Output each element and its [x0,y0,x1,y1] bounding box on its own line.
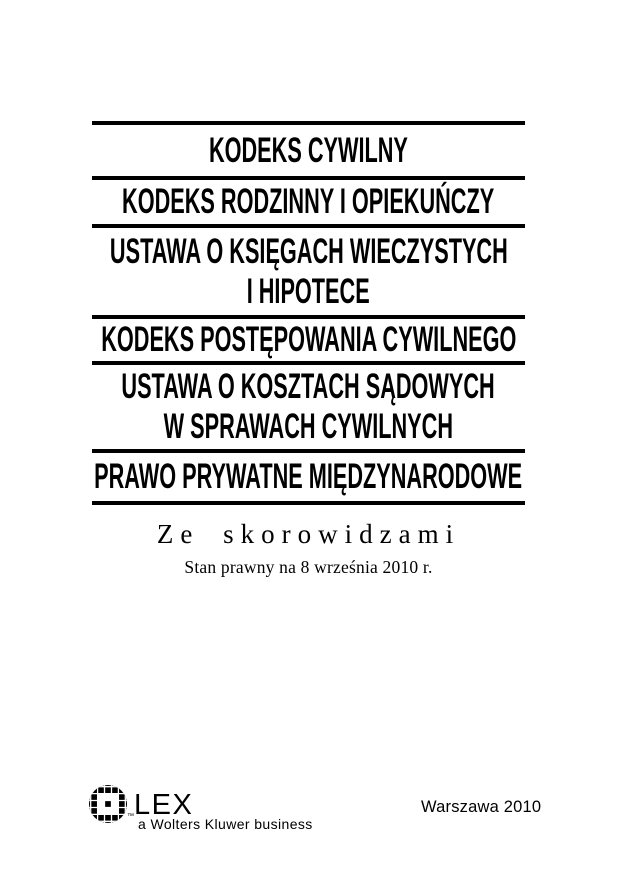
title-line: PRAWO PRYWATNE MIĘDZYNARODOWE [94,457,523,496]
lex-brand-text: LEX [134,789,194,821]
title-section-kpc [92,319,525,361]
imprint-city-year: Warszawa 2010 [421,798,542,816]
divider-rule [92,501,525,505]
subtitle-block [0,519,617,578]
wolters-kluwer-tagline: a Wolters Kluwer business [138,816,313,832]
title-section-kodeks-cywilny [92,125,525,176]
title-line: W SPRAWACH CYWILNYCH [163,407,454,446]
title-section-koszty-sadowe [92,365,525,449]
title-section-prawo-prywatne [92,453,525,501]
trademark-symbol: ™ [127,813,134,820]
title-line: KODEKS RODZINNY I OPIEKUŃCZY [122,182,495,221]
title-line: KODEKS CYWILNY [209,130,408,170]
title-line: KODEKS POSTĘPOWANIA CYWILNEGO [100,320,517,359]
legal-status-text: Stan prawny na 8 września 2010 r. [184,557,433,577]
title-section-ksiegi-wieczyste [92,228,525,315]
wolters-kluwer-globe-icon [88,784,128,824]
subtitle-text: Ze skorowidzami [156,519,461,549]
title-section-kodeks-rodzinny [92,180,525,224]
title-line: USTAWA O KOSZTACH SĄDOWYCH [121,367,496,406]
title-line: I HIPOTECE [247,271,370,311]
title-block [92,121,525,505]
title-line: USTAWA O KSIĘGACH WIECZYSTYCH [109,231,508,271]
